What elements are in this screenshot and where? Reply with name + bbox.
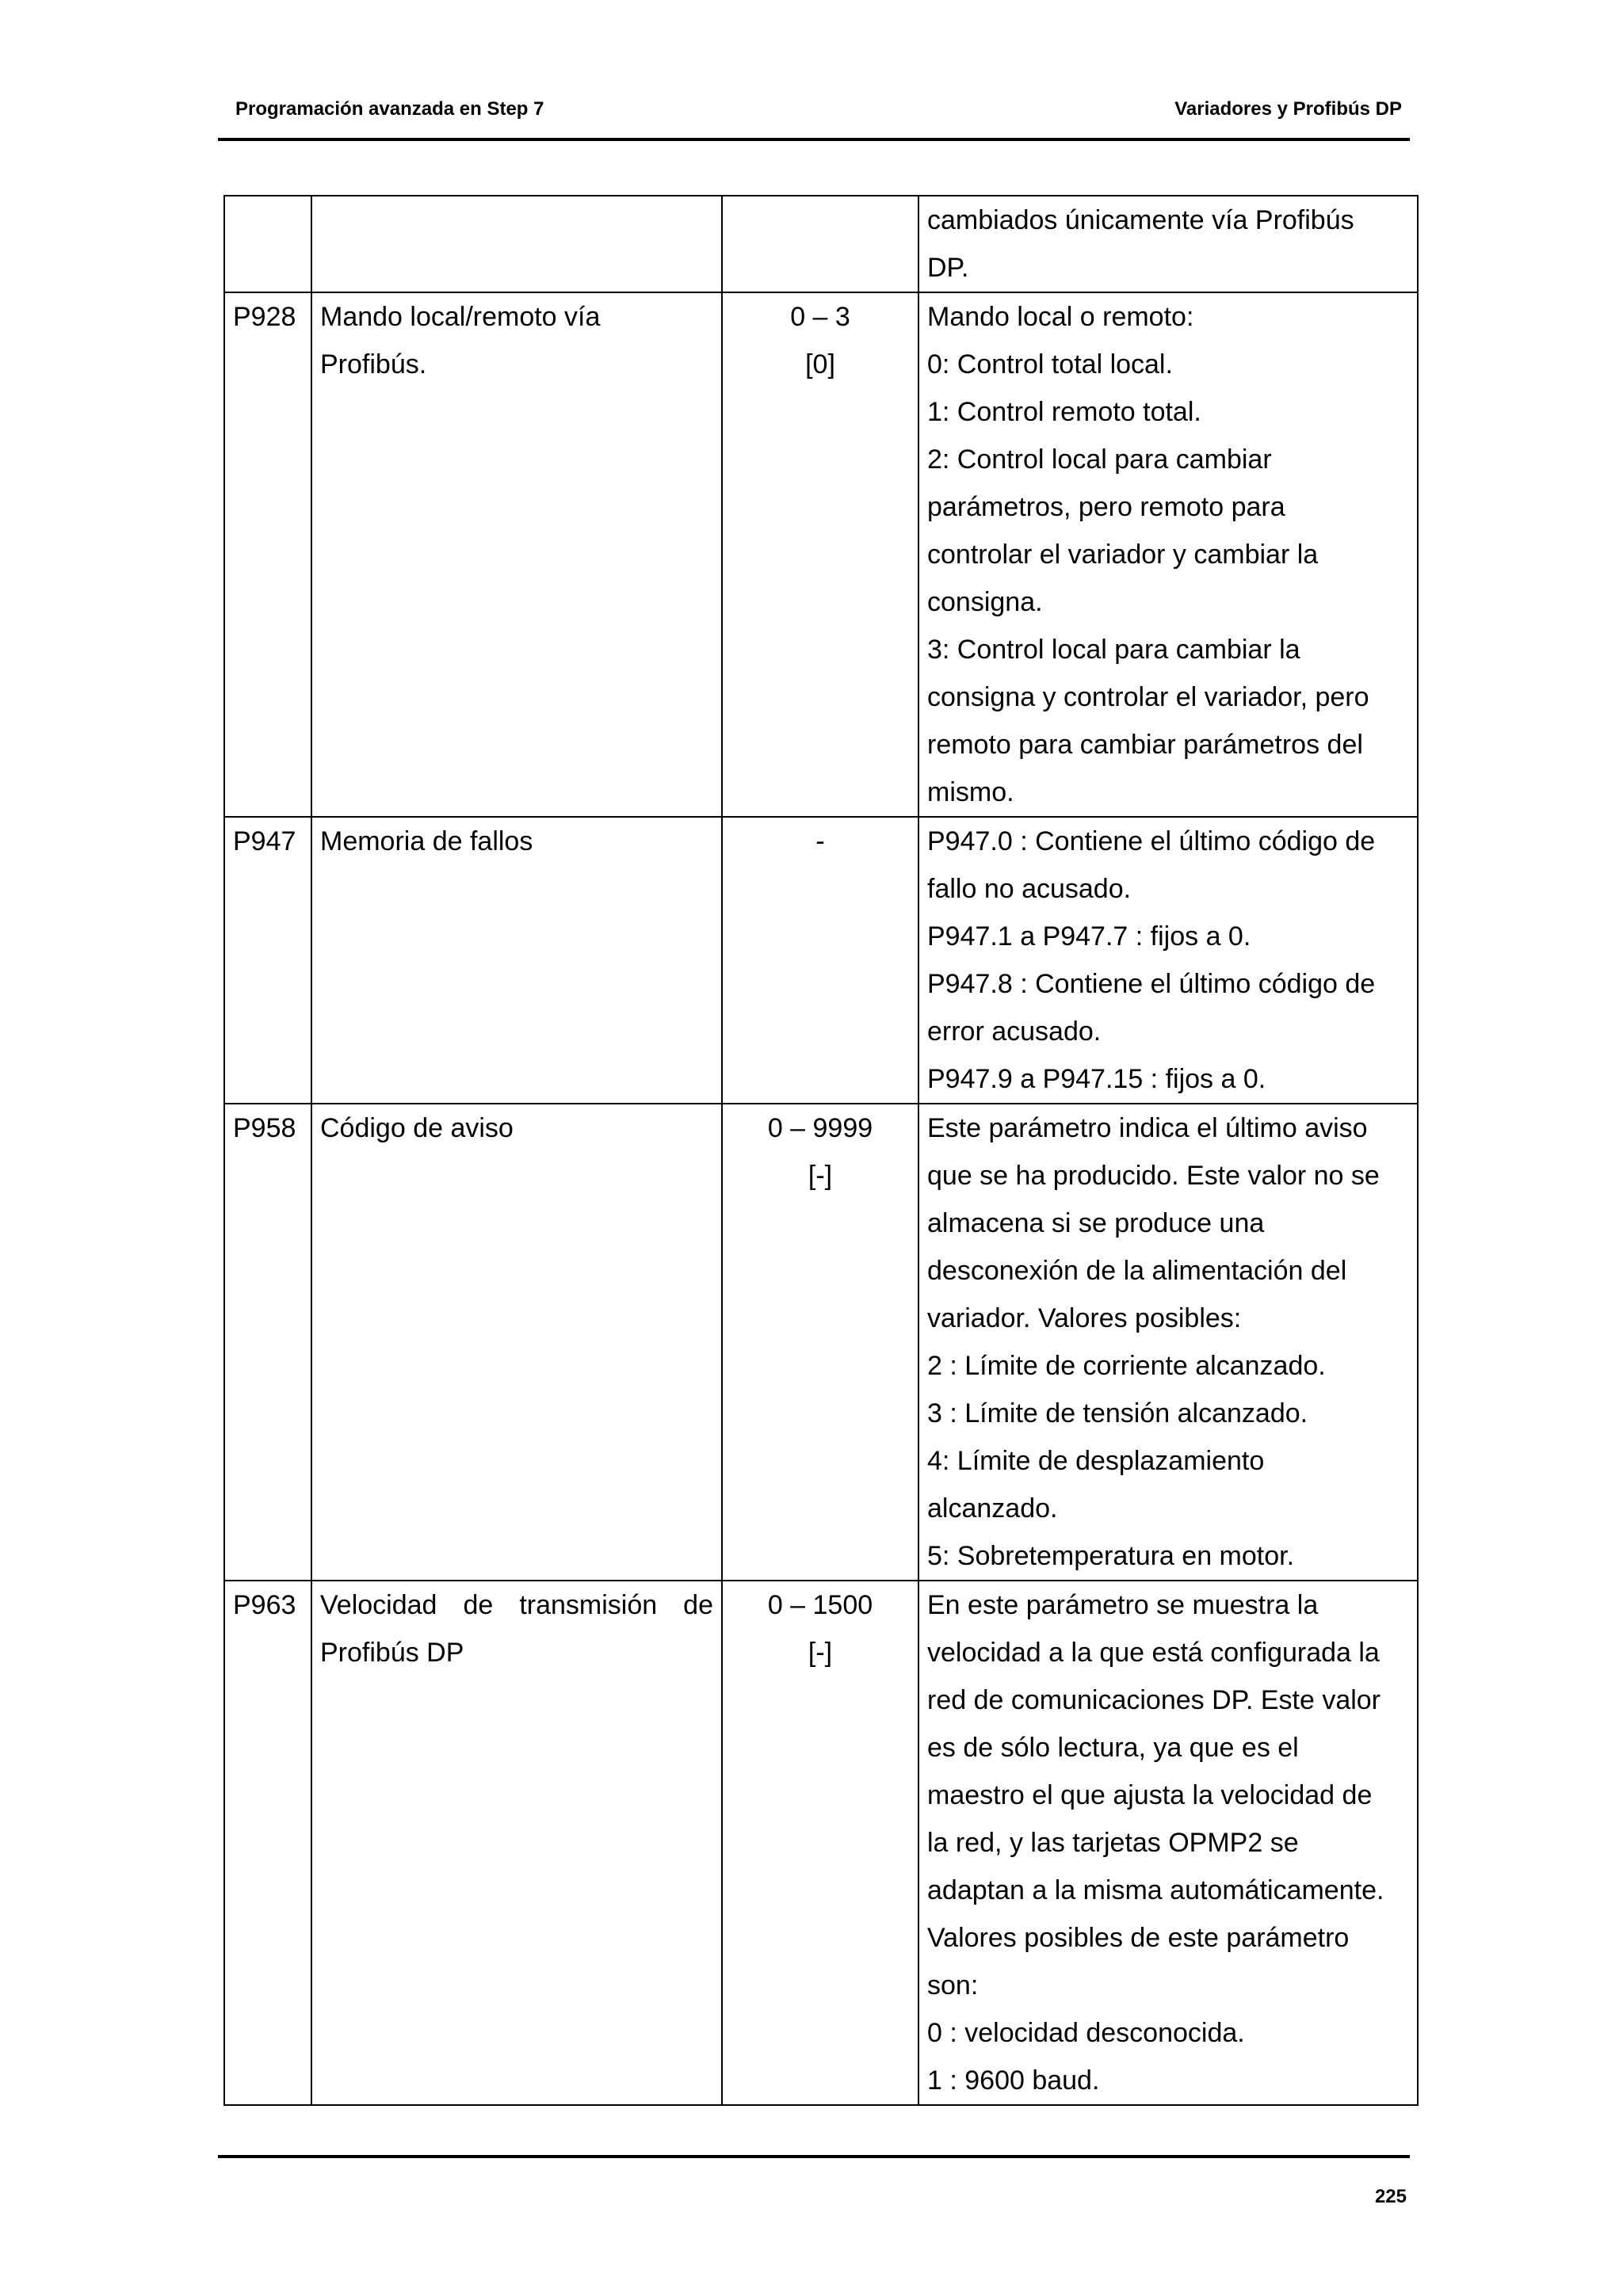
parameter-name (311, 1581, 722, 2105)
parameter-description-line: la red, y las tarjetas OPMP2 se (927, 1828, 1299, 1858)
parameter-name-line: Memoria de fallos (320, 826, 533, 856)
parameter-range (722, 1104, 918, 1581)
parameter-description (918, 1581, 1418, 2105)
parameter-name-line: Mando local/remoto vía (320, 302, 601, 332)
parameter-description-line: adaptan a la misma automáticamente. (927, 1875, 1384, 1905)
parameter-description-line: cambiados únicamente vía Profibús (927, 205, 1354, 235)
parameter-description-line: mismo. (927, 777, 1014, 807)
parameter-description-line: P947.9 a P947.15 : fijos a 0. (927, 1064, 1266, 1094)
parameter-description-line: desconexión de la alimentación del (927, 1256, 1347, 1286)
parameter-description-line: velocidad a la que está configurada la (927, 1638, 1380, 1668)
parameter-code: P947 (224, 817, 311, 1104)
parameter-name-line: Velocidad de transmisión de (320, 1590, 713, 1620)
parameter-description-line: que se ha producido. Este valor no se (927, 1161, 1380, 1191)
parameter-description-line: fallo no acusado. (927, 874, 1132, 904)
parameter-description-line: alcanzado. (927, 1493, 1058, 1524)
parameter-description-line: remoto para cambiar parámetros del (927, 730, 1363, 760)
parameter-name (311, 196, 722, 292)
parameter-description-line: Este parámetro indica el último aviso (927, 1113, 1368, 1143)
parameter-range-line: [0] (805, 349, 835, 379)
parameter-description-line: variador. Valores posibles: (927, 1303, 1242, 1333)
parameter-name (311, 292, 722, 817)
header-right-title: Variadores y Profibús DP (1174, 98, 1402, 120)
table-row (224, 196, 1418, 292)
parameter-description (918, 292, 1418, 817)
parameter-name (311, 817, 722, 1104)
footer-rule (218, 2155, 1410, 2158)
parameter-description-line: es de sólo lectura, ya que es el (927, 1733, 1299, 1763)
parameter-range-line: 0 – 1500 (767, 1590, 873, 1620)
parameter-code: P958 (224, 1104, 311, 1581)
parameter-range-line: 0 – 9999 (767, 1113, 873, 1143)
parameter-code (224, 196, 311, 292)
parameter-description-line: P947.1 a P947.7 : fijos a 0. (927, 921, 1251, 952)
parameter-range-line: - (815, 826, 825, 856)
parameter-range-line: [-] (808, 1638, 833, 1668)
parameter-range (722, 1581, 918, 2105)
parameter-description-line: son: (927, 1970, 979, 2000)
parameter-description-line: 1 : 9600 baud. (927, 2065, 1100, 2096)
table-row (224, 817, 1418, 1104)
parameter-description-line: DP. (927, 253, 969, 283)
parameter-name (311, 1104, 722, 1581)
parameter-description-line: 0: Control total local. (927, 349, 1173, 379)
parameter-description-line: controlar el variador y cambiar la (927, 540, 1319, 570)
parameter-range-line: [-] (808, 1161, 833, 1191)
parameter-table (223, 195, 1419, 2106)
parameter-description (918, 196, 1418, 292)
parameter-description-line: red de comunicaciones DP. Este valor (927, 1685, 1381, 1715)
table-row (224, 292, 1418, 817)
parameter-description (918, 1104, 1418, 1581)
header-left-title: Programación avanzada en Step 7 (235, 98, 544, 120)
parameter-description-line: error acusado. (927, 1016, 1102, 1047)
parameter-range-line: 0 – 3 (790, 302, 850, 332)
parameter-description-line: P947.8 : Contiene el último código de (927, 969, 1376, 999)
header-rule (218, 138, 1410, 141)
parameter-range (722, 817, 918, 1104)
parameter-description-line: Mando local o remoto: (927, 302, 1194, 332)
parameter-description-line: Valores posibles de este parámetro (927, 1923, 1350, 1953)
parameter-description-line: 1: Control remoto total. (927, 397, 1201, 427)
parameter-table-body (224, 196, 1418, 2105)
parameter-description (918, 817, 1418, 1104)
parameter-description-line: 5: Sobretemperatura en motor. (927, 1541, 1295, 1571)
parameter-description-line: 3 : Límite de tensión alcanzado. (927, 1398, 1308, 1428)
table-row (224, 1104, 1418, 1581)
parameter-description-line: maestro el que ajusta la velocidad de (927, 1780, 1373, 1810)
parameter-description-line: P947.0 : Contiene el último código de (927, 826, 1376, 856)
parameter-code: P928 (224, 292, 311, 817)
parameter-description-line: parámetros, pero remoto para (927, 492, 1285, 522)
page-number: 225 (1374, 2186, 1407, 2207)
parameter-description-line: 4: Límite de desplazamiento (927, 1446, 1265, 1476)
parameter-range (722, 196, 918, 292)
parameter-description-line: En este parámetro se muestra la (927, 1590, 1319, 1620)
parameter-description-line: consigna y controlar el variador, pero (927, 682, 1369, 712)
page-header (218, 98, 1410, 124)
table-row (224, 1581, 1418, 2105)
parameter-name-line: Profibús. (320, 349, 427, 379)
parameter-code: P963 (224, 1581, 311, 2105)
parameter-name-line: Código de aviso (320, 1113, 514, 1143)
parameter-description-line: almacena si se produce una (927, 1208, 1265, 1238)
parameter-description-line: consigna. (927, 587, 1043, 617)
parameter-description-line: 3: Control local para cambiar la (927, 635, 1300, 665)
parameter-name-line: Profibús DP (320, 1638, 464, 1668)
parameter-range (722, 292, 918, 817)
parameter-description-line: 2 : Límite de corriente alcanzado. (927, 1351, 1326, 1381)
parameter-description-line: 2: Control local para cambiar (927, 444, 1272, 475)
parameter-description-line: 0 : velocidad desconocida. (927, 2018, 1245, 2048)
